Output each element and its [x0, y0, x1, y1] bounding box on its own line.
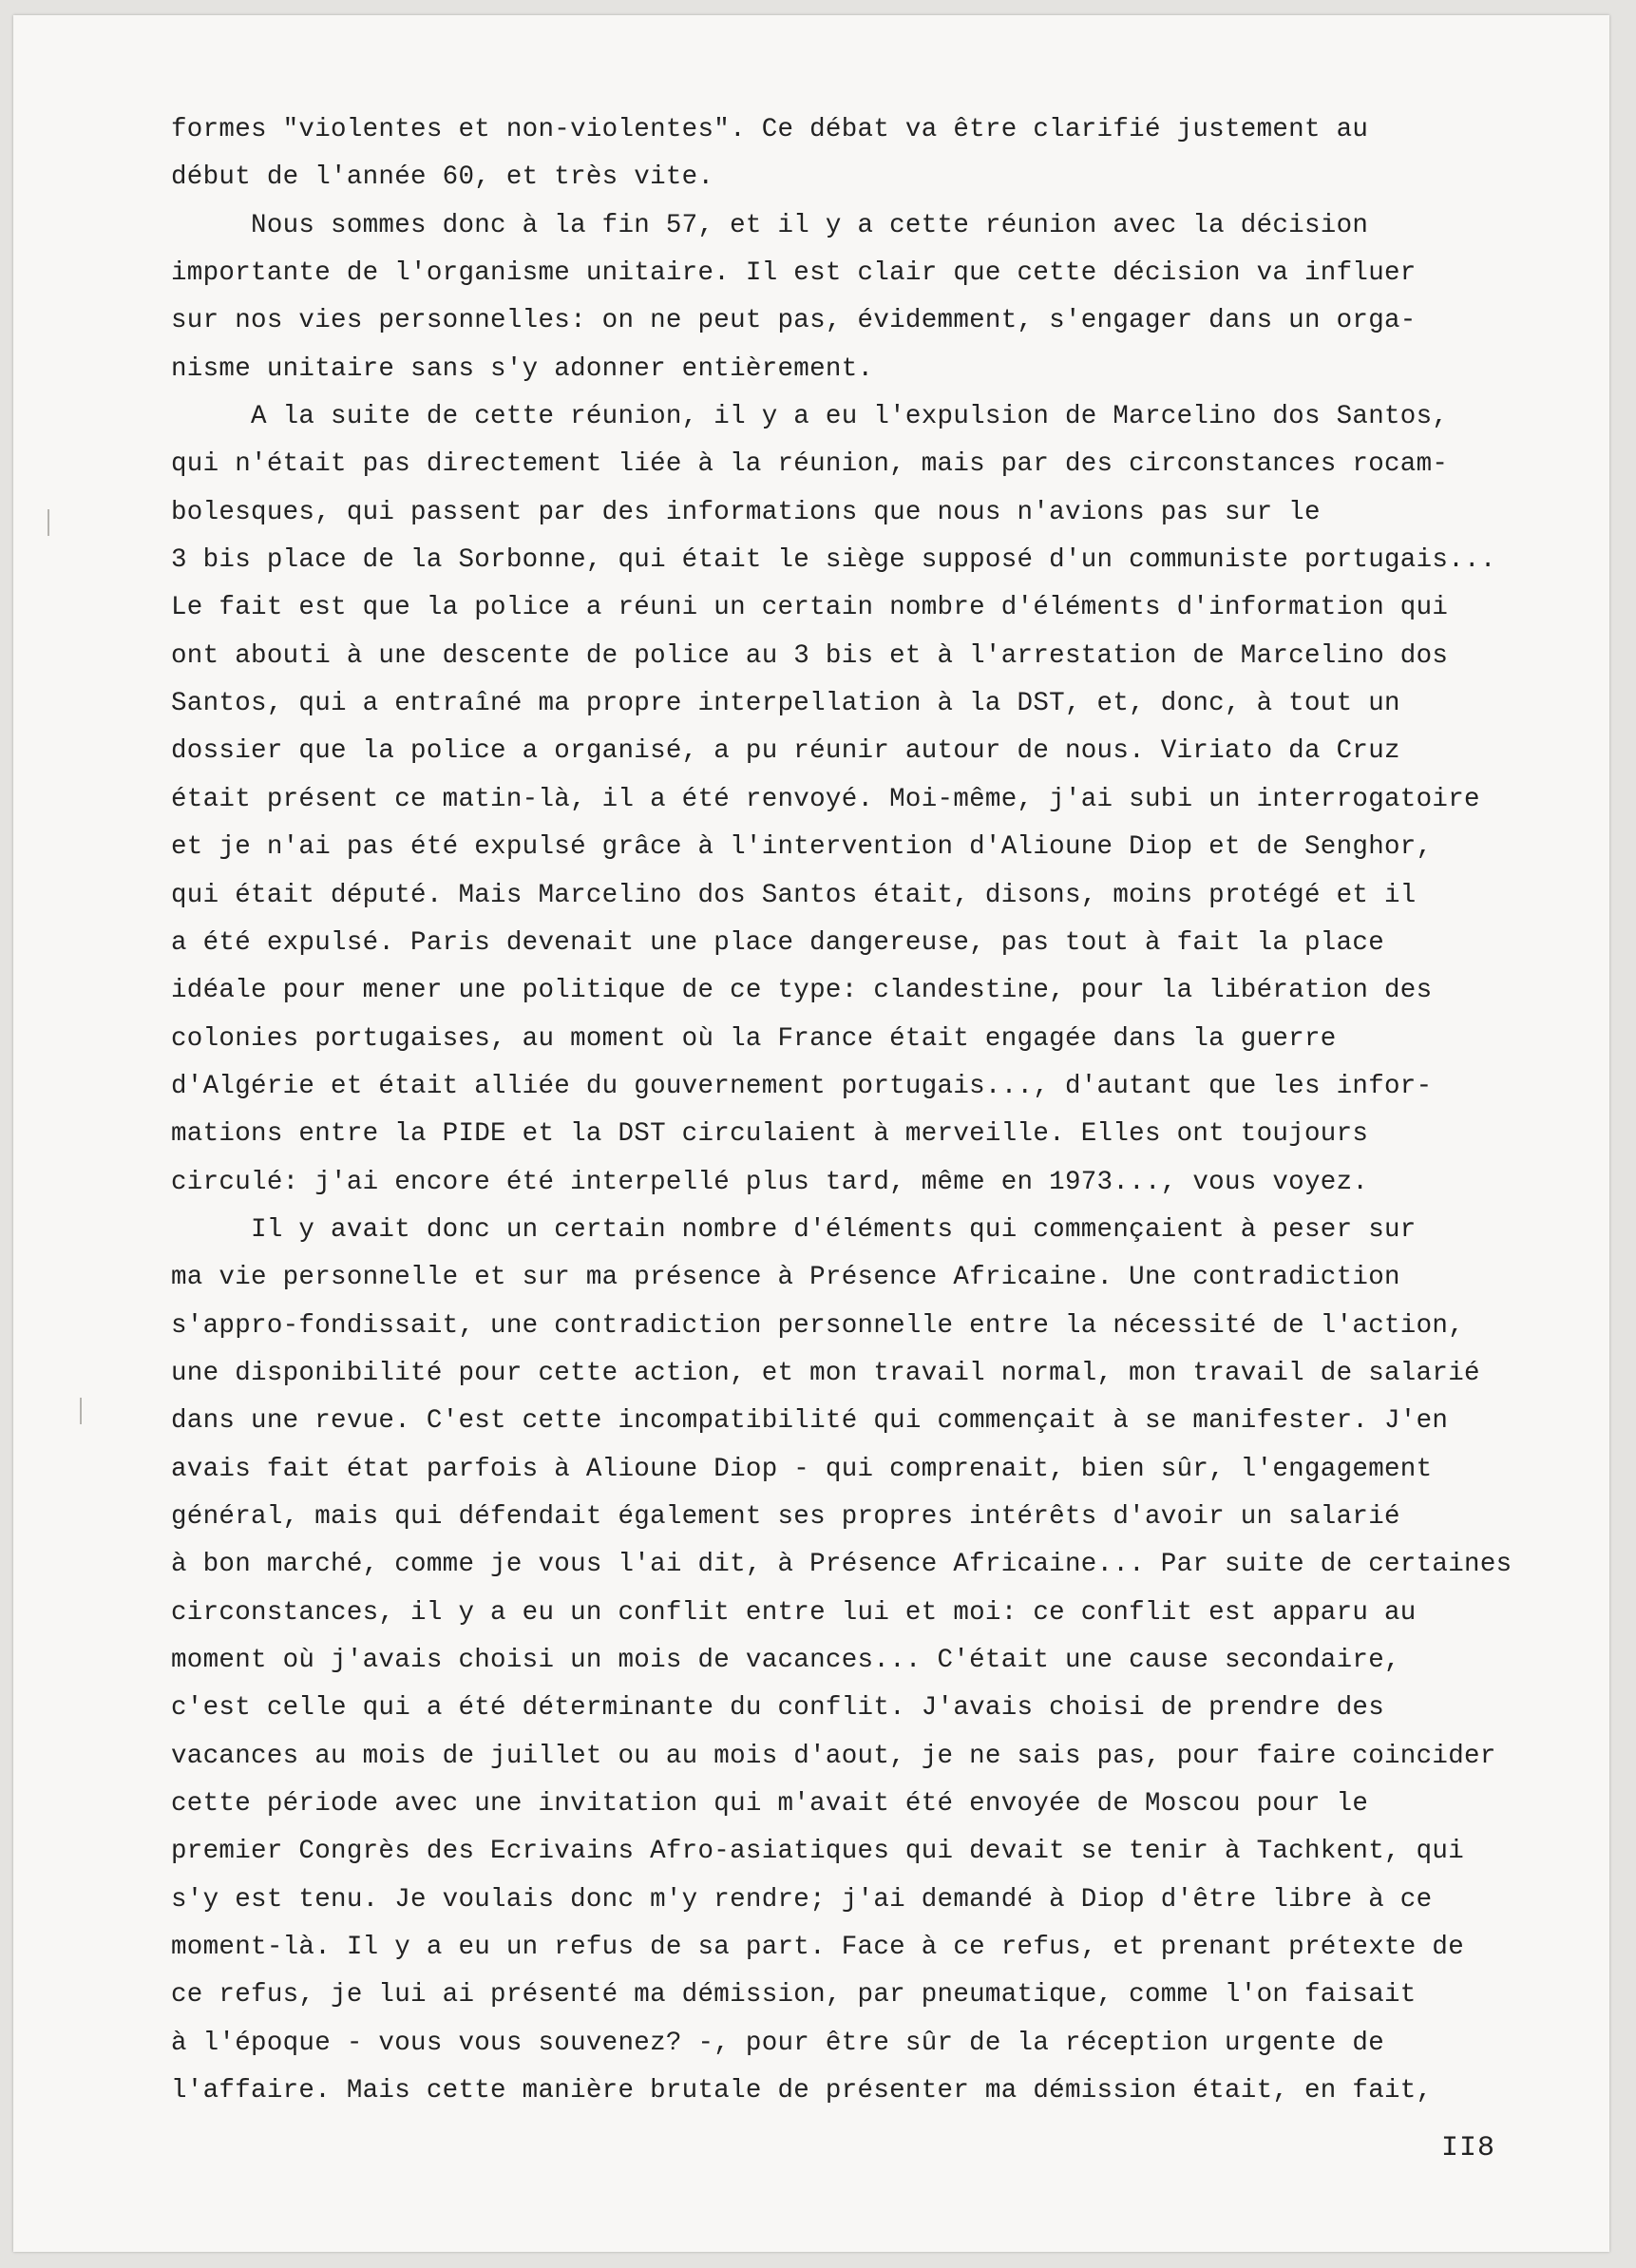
text-line: bolesques, qui passent par des informations que nous n'avions pas sur le: [171, 497, 1321, 527]
text-line: dans une revue. C'est cette incompatibilité qui commençait à se manifester. J'en: [171, 1406, 1449, 1437]
text-line: qui n'était pas directement liée à la réunion, mais par des circonstances rocam-: [171, 449, 1449, 480]
text-line: Le fait est que la police a réuni un certain nombre d'éléments d'information qui: [171, 593, 1449, 623]
text-line: avais fait état parfois à Alioune Diop - qui comprenait, bien sûr, l'engagement: [171, 1454, 1433, 1484]
text-line: circonstances, il y a eu un conflit entre lui et moi: ce conflit est apparu au: [171, 1597, 1417, 1628]
text-line: nisme unitaire sans s'y adonner entièrement.: [171, 353, 874, 384]
text-line: et je n'ai pas été expulsé grâce à l'intervention d'Alioune Diop et de Senghor,: [171, 832, 1433, 863]
text-line: s'appro-fondissait, une contradiction personnelle entre la nécessité de l'action,: [171, 1310, 1465, 1341]
page-number: II8: [1440, 2132, 1495, 2164]
text-line: mations entre la PIDE et la DST circulaient à merveille. Elles ont toujours: [171, 1119, 1369, 1150]
text-line: était présent ce matin-là, il a été renvoyé. Moi-même, j'ai subi un interrogatoire: [171, 784, 1480, 814]
text-line: s'y est tenu. Je voulais donc m'y rendre; j'ai demandé à Diop d'être libre à ce: [171, 1884, 1433, 1915]
text-line: d'Algérie et était alliée du gouvernement portugais..., d'autant que les infor-: [171, 1071, 1433, 1101]
text-line: idéale pour mener une politique de ce type: clandestine, pour la libération des: [171, 976, 1433, 1006]
text-line: formes "violentes et non-violentes". Ce débat va être clarifié justement au: [171, 115, 1369, 144]
text-line: a été expulsé. Paris devenait une place dangereuse, pas tout à fait la place: [171, 927, 1385, 958]
text-line: Il y avait donc un certain nombre d'éléments qui commençaient à peser sur: [171, 1214, 1417, 1245]
typewritten-page: [13, 15, 1609, 2252]
text-line: général, mais qui défendait également ses propres intérêts d'avoir un salarié: [171, 1501, 1400, 1532]
text-line: ont abouti à une descente de police au 3 bis et à l'arrestation de Marcelino dos: [171, 640, 1449, 671]
text-line: Nous sommes donc à la fin 57, et il y a cette réunion avec la décision: [171, 210, 1369, 240]
text-line: cette période avec une invitation qui m'avait été envoyée de Moscou pour le: [171, 1789, 1369, 1820]
text-line: 3 bis place de la Sorbonne, qui était le siège supposé d'un communiste portugais...: [171, 545, 1496, 576]
text-line: A la suite de cette réunion, il y a eu l'expulsion de Marcelino dos Santos,: [171, 402, 1449, 432]
text-line: dossier que la police a organisé, a pu réunir autour de nous. Viriato da Cruz: [171, 736, 1400, 767]
text-line: à l'époque - vous vous souvenez? -, pour être sûr de la réception urgente de: [171, 2028, 1385, 2058]
text-line: vacances au mois de juillet ou au mois d'aout, je ne sais pas, pour faire coincider: [171, 1741, 1496, 1771]
text-line: colonies portugaises, au moment où la France était engagée dans la guerre: [171, 1023, 1337, 1054]
typed-body-text: [171, 106, 1577, 2115]
text-line: début de l'année 60, et très vite.: [171, 162, 714, 193]
text-line: ma vie personnelle et sur ma présence à Présence Africaine. Une contradiction: [171, 1263, 1400, 1293]
margin-mark: [48, 509, 49, 536]
text-line: moment où j'avais choisi un mois de vacances... C'était une cause secondaire,: [171, 1646, 1400, 1675]
text-line: moment-là. Il y a eu un refus de sa part. Face à ce refus, et prenant prétexte de: [171, 1933, 1465, 1963]
margin-mark: [80, 1398, 82, 1424]
text-line: Santos, qui a entraîné ma propre interpellation à la DST, et, donc, à tout un: [171, 689, 1400, 719]
text-line: premier Congrès des Ecrivains Afro-asiatiques qui devait se tenir à Tachkent, qui: [171, 1837, 1465, 1867]
text-line: sur nos vies personnelles: on ne peut pas, évidemment, s'engager dans un orga-: [171, 306, 1417, 336]
text-line: importante de l'organisme unitaire. Il est clair que cette décision va influer: [171, 258, 1417, 289]
text-line: à bon marché, comme je vous l'ai dit, à Présence Africaine... Par suite de certaines: [171, 1550, 1512, 1580]
text-line: qui était député. Mais Marcelino dos Santos était, disons, moins protégé et il: [171, 880, 1417, 910]
text-line: circulé: j'ai encore été interpellé plus tard, même en 1973..., vous voyez.: [171, 1167, 1369, 1197]
text-line: l'affaire. Mais cette manière brutale de présenter ma démission était, en fait,: [171, 2076, 1433, 2106]
text-line: ce refus, je lui ai présenté ma démission, par pneumatique, comme l'on faisait: [171, 1980, 1417, 2011]
text-line: une disponibilité pour cette action, et mon travail normal, mon travail de salarié: [171, 1358, 1480, 1388]
text-line: c'est celle qui a été déterminante du conflit. J'avais choisi de prendre des: [171, 1693, 1385, 1724]
